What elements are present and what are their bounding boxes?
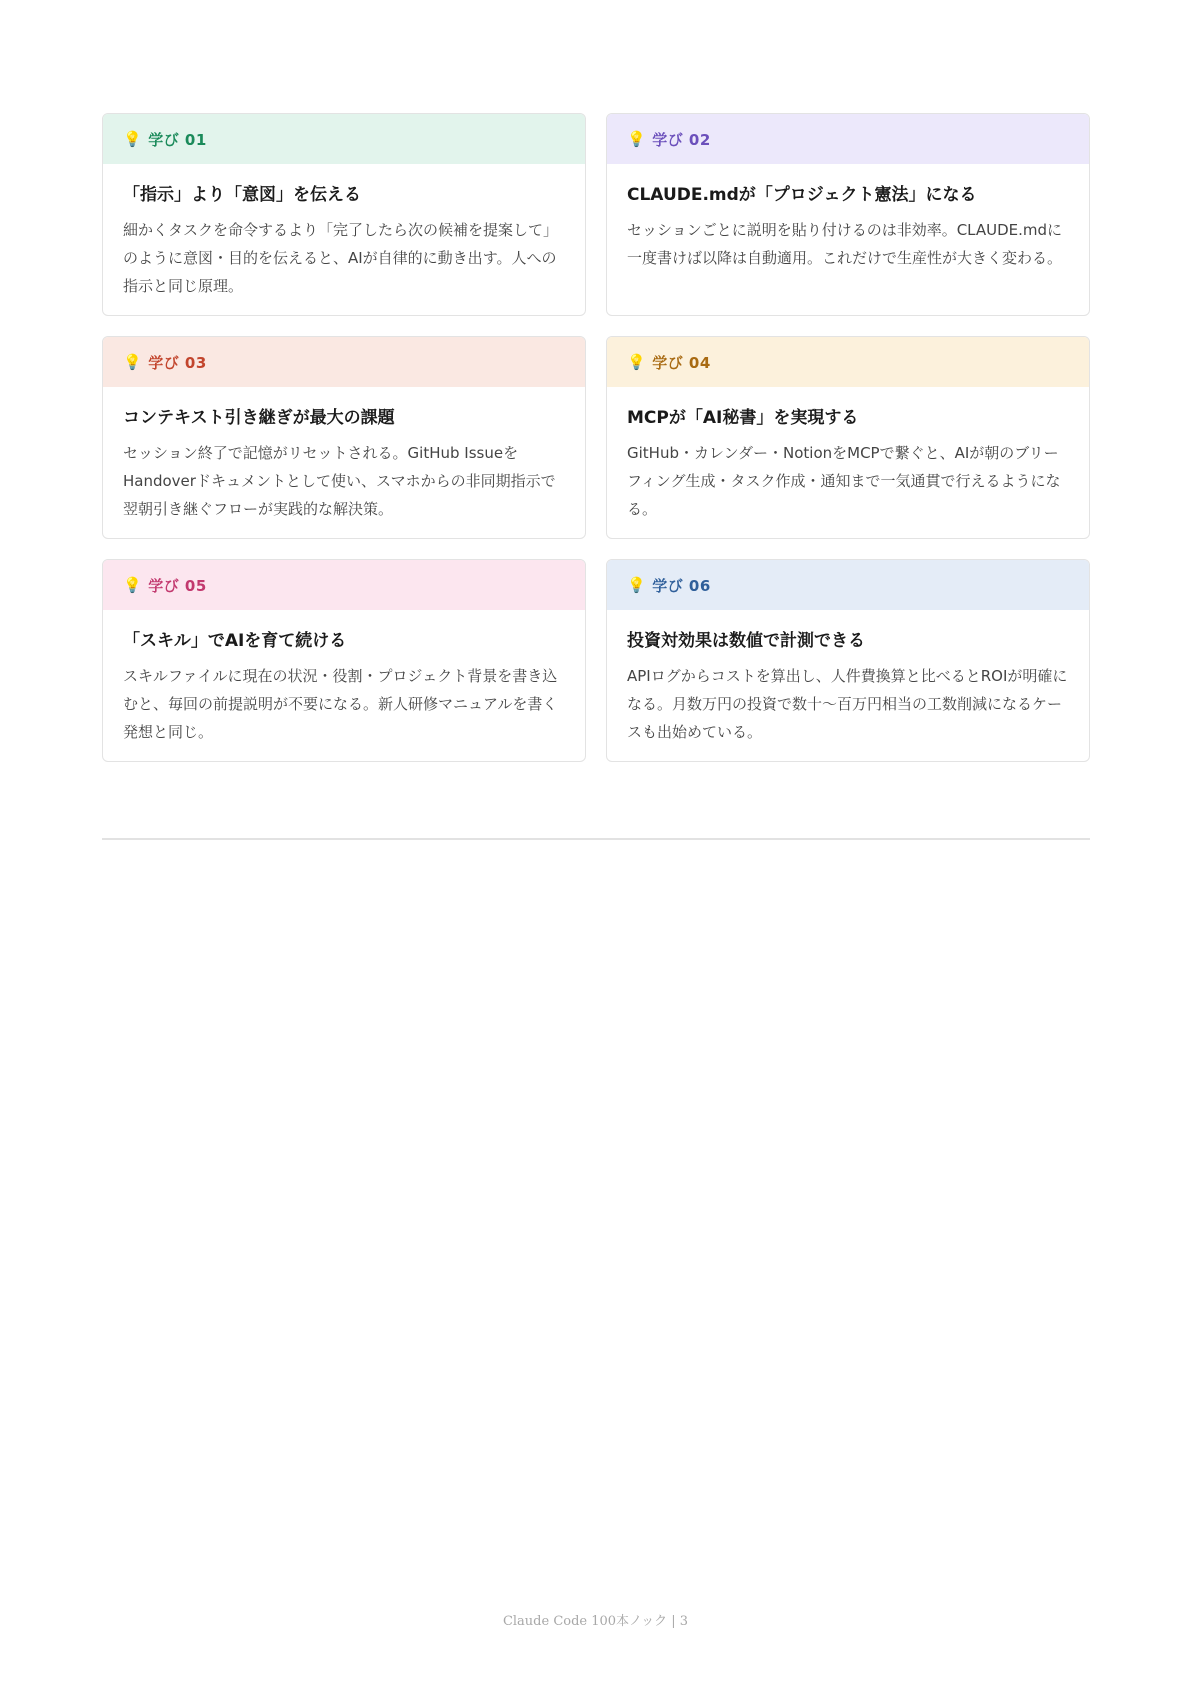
lesson-text: セッション終了で記憶がリセットされる。GitHub IssueをHandoverドキュメントとして使い、スマホからの非同期指示で翌朝引き継ぐフローが実践的な解決策。 <box>123 444 556 518</box>
lesson-title: CLAUDE.mdが「プロジェクト憲法」になる <box>627 185 977 205</box>
lesson-text: 細かくタスクを命令するより「完了したら次の候補を提案して」のように意図・目的を伝えると、AIが自律的に動き出す。人への指示と同じ原理。 <box>123 221 559 295</box>
lesson-tag: 学び 06 <box>652 576 711 595</box>
lesson-title: コンテキスト引き継ぎが最大の課題 <box>123 408 395 428</box>
lesson-card-body <box>103 387 585 523</box>
lesson-title: 「指示」より「意図」を伝える <box>123 185 361 205</box>
lightbulb-icon: 💡 <box>627 575 647 594</box>
lessons-grid <box>102 113 1090 762</box>
lightbulb-icon: 💡 <box>123 575 143 594</box>
lesson-tag: 学び 01 <box>148 130 207 149</box>
lesson-card <box>606 336 1090 539</box>
section-divider <box>102 838 1090 840</box>
page-footer: Claude Code 100本ノック | 3 <box>502 1614 689 1629</box>
lesson-card-header <box>103 560 585 610</box>
lightbulb-icon: 💡 <box>123 129 143 148</box>
lesson-card <box>102 113 586 316</box>
lesson-card-header <box>607 560 1089 610</box>
lesson-card-body <box>607 387 1089 523</box>
lesson-card-header <box>103 114 585 164</box>
lesson-card <box>606 113 1090 316</box>
lightbulb-icon: 💡 <box>123 352 143 371</box>
lesson-card-body <box>607 164 1089 272</box>
lesson-title: MCPが「AI秘書」を実現する <box>627 408 859 428</box>
lesson-text: セッションごとに説明を貼り付けるのは非効率。CLAUDE.mdに一度書けば以降は自動適用。これだけで生産性が大きく変わる。 <box>627 221 1063 267</box>
lesson-card-body <box>103 164 585 300</box>
lesson-card <box>606 559 1090 762</box>
lesson-text: スキルファイルに現在の状況・役割・プロジェクト背景を書き込むと、毎回の前提説明が不要になる。新人研修マニュアルを書く発想と同じ。 <box>123 667 558 741</box>
lightbulb-icon: 💡 <box>627 129 647 148</box>
lesson-text: GitHub・カレンダー・NotionをMCPで繋ぐと、AIが朝のブリーフィング生成・タスク作成・通知まで一気通貫で行えるようになる。 <box>627 444 1061 518</box>
lesson-title: 投資対効果は数値で計測できる <box>627 631 865 651</box>
lightbulb-icon: 💡 <box>627 352 647 371</box>
lesson-tag: 学び 03 <box>148 353 207 372</box>
lesson-card-header <box>607 114 1089 164</box>
lesson-text: APIログからコストを算出し、人件費換算と比べるとROIが明確になる。月数万円の投資で数十〜百万円相当の工数削減になるケースも出始めている。 <box>627 667 1068 741</box>
lesson-card <box>102 559 586 762</box>
lesson-tag: 学び 05 <box>148 576 207 595</box>
lesson-card <box>102 336 586 539</box>
lesson-title: 「スキル」でAIを育て続ける <box>123 631 347 651</box>
lesson-card-header <box>607 337 1089 387</box>
lesson-tag: 学び 02 <box>652 130 711 149</box>
lesson-card-body <box>607 610 1089 746</box>
lesson-card-body <box>103 610 585 746</box>
lesson-tag: 学び 04 <box>652 353 711 372</box>
lesson-card-header <box>103 337 585 387</box>
